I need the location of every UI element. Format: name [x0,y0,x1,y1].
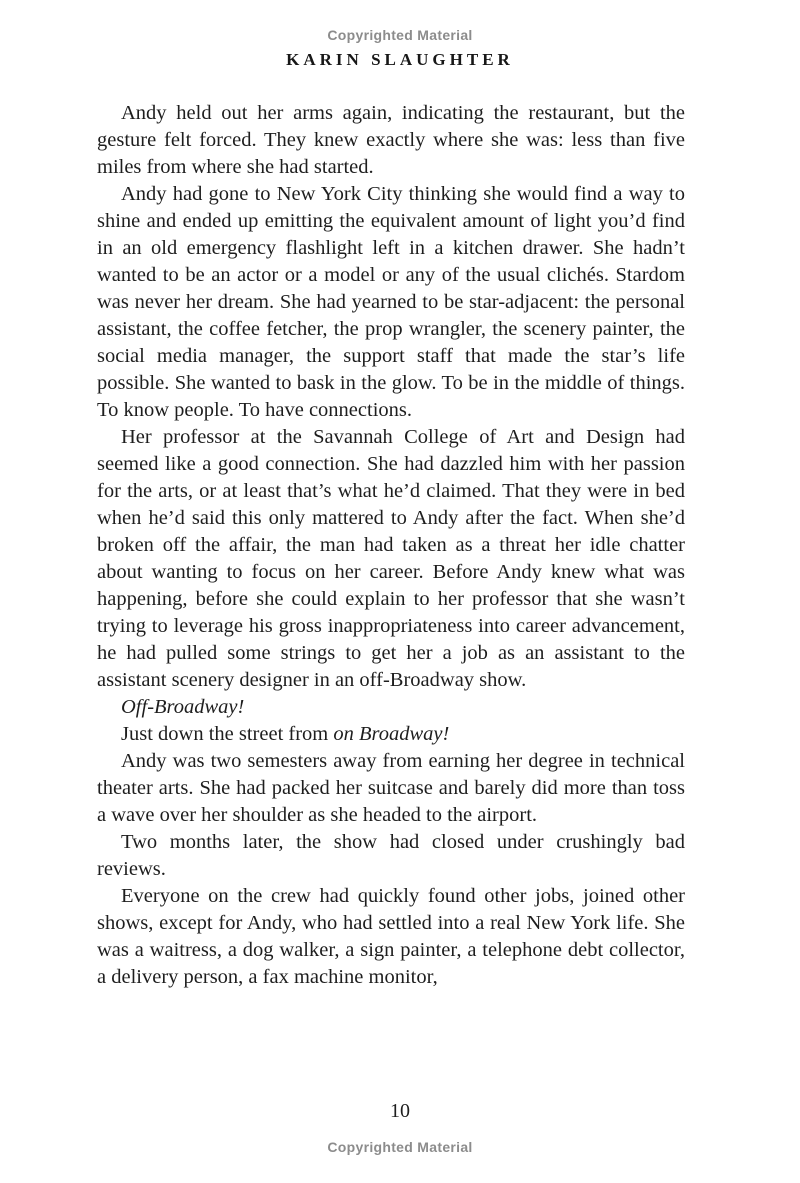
bottom-copyright-notice: Copyrighted Material [327,1139,473,1155]
paragraph [97,694,685,721]
body-text [97,100,685,991]
text-segment: Just down the street from [121,723,334,745]
text-segment: Andy was two semesters away from earning her degree in technical theater arts. She had packed her suitcase and barely did more than toss a wave over her shoulder as she headed to the airport. [97,750,685,826]
paragraph [97,424,685,694]
text-segment: Andy held out her arms again, indicating the restaurant, but the gesture felt forced. They knew exactly where she was: less than five miles from where she had started. [97,102,685,178]
paragraph [97,181,685,424]
author-running-header: KARIN SLAUGHTER [286,50,514,69]
paragraph [97,883,685,991]
paragraph [97,100,685,181]
text-segment: Everyone on the crew had quickly found other jobs, joined other shows, except for Andy, who had settled into a real New York life. She was a waitress, a dog walker, a sign painter, a telephone debt collector, a delivery person, a fax machine monitor, [97,885,685,988]
top-copyright-notice: Copyrighted Material [327,27,473,43]
paragraph [97,829,685,883]
italic-text-segment: Off-Broadway! [121,696,245,718]
text-segment: Andy had gone to New York City thinking she would find a way to shine and ended up emitting the equivalent amount of light you’d find in an old emergency flashlight left in a kitchen drawer. She hadn’t wanted to be an actor or a model or any of the usual clichés. Stardom was never her dream. She had yearned to be star-adjacent: the personal assistant, the coffee fetcher, the prop wrangler, the scenery painter, the social media manager, the support staff that made the star’s life possible. She wanted to bask in the glow. To be in the middle of things. To know people. To have connections. [97,183,685,421]
text-segment: Two months later, the show had closed under crushingly bad reviews. [97,831,685,880]
paragraph [97,748,685,829]
paragraph [97,721,685,748]
italic-text-segment: on Broadway! [333,723,450,745]
text-segment: Her professor at the Savannah College of Art and Design had seemed like a good connection. She had dazzled him with her passion for the arts, or at least that’s what he’d claimed. That they were in bed when he’d said this only mattered to Andy after the fact. When she’d broken off the affair, the man had taken as a threat her idle chatter about wanting to focus on her career. Before Andy knew what was happening, before she could explain to her professor that she wasn’t trying to leverage his gross inappropriateness into career advancement, he had pulled some strings to get her a job as an assistant to the assistant scenery designer in an off-Broadway show. [97,426,685,691]
page-number: 10 [390,1100,410,1122]
